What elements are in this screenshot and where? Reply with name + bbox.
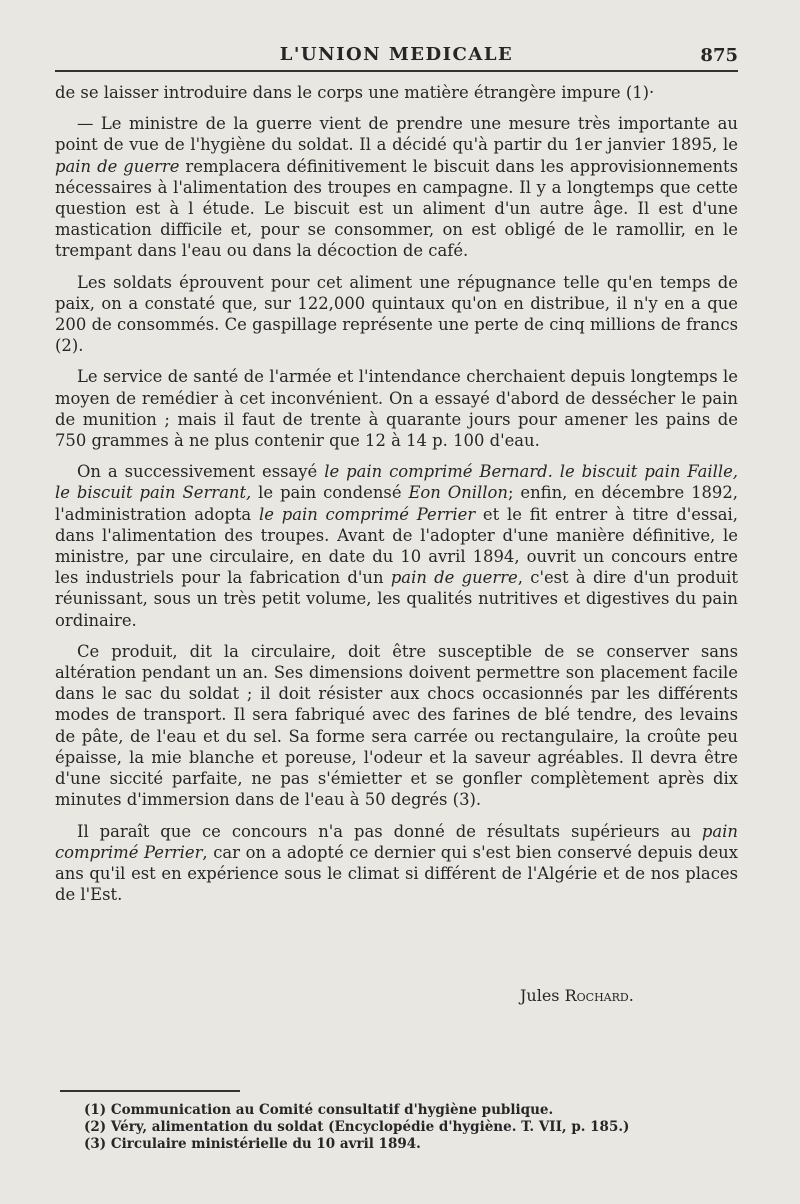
- italic-run: le pain comprimé Bernard. le biscuit pain Faille, le biscuit pain Serrant,: [55, 462, 738, 503]
- italic-run: pain comprimé Perrier: [55, 821, 738, 862]
- paragraph: [55, 113, 738, 261]
- footnote-rule: [60, 1090, 240, 1092]
- text-run: Il paraît que ce concours n'a pas donné de résultats supérieurs au: [77, 821, 702, 841]
- italic-run: Eon Onillon: [408, 483, 508, 503]
- text-run: Les soldats éprouvent pour cet aliment une répugnance telle qu'en temps de paix, on a constaté que, sur 122,000 quintaux qu'on en distribue, il n'y en a que 200 de consommés. Ce gaspillage représente une perte de cinq millions de francs (2).: [55, 272, 738, 356]
- author-signature: [520, 986, 634, 1005]
- paragraph: [55, 821, 738, 906]
- text-run: — Le ministre de la guerre vient de prendre une mesure très importante au point de vue de l'hygiène du soldat. Il a décidé qu'à partir du 1er janvier 1895, le: [55, 114, 738, 155]
- text-run: Le service de santé de l'armée et l'intendance cherchaient depuis longtemps le moyen de remédier à cet inconvénient. On a essayé d'abord de dessécher le pain de munition ; mais il faut de trente à quarante jours pour amener les pains de 750 grammes à ne plus contenir que 12 à 14 p. 100 d'eau.: [55, 367, 738, 451]
- footnote-2: (2) Véry, alimentation du soldat (Encyclopédie d'hygiène. T. VII, p. 185.): [84, 1119, 630, 1135]
- author-first-name: Jules: [520, 986, 565, 1005]
- text-run: le pain condensé: [251, 483, 409, 503]
- text-run: de se laisser introduire dans le corps une matière étrangère impure (1)·: [55, 83, 655, 102]
- running-title: L'UNION MEDICALE: [279, 44, 514, 65]
- text-run: , car on a adopté ce dernier qui s'est bien conservé depuis deux ans qu'il est en expérience sous le climat si différent de l'Algérie et de nos places de l'Est.: [55, 842, 738, 905]
- paragraph: [55, 82, 738, 103]
- footnote-3: (3) Circulaire ministérielle du 10 avril 1894.: [84, 1136, 421, 1152]
- text-run: remplacera définitivement le biscuit dans les approvisionnements nécessaires à l'alimentation des troupes en campagne. Il y a longtemps que cette question est à l étude. Le biscuit est un aliment d'un autre âge. Il est d'une mastication difficile et, pour se consommer, on est obligé de le ramollir, en le trempant dans l'eau ou dans la décoction de café.: [55, 156, 739, 261]
- header-rule: [55, 70, 738, 72]
- paragraph: [55, 272, 738, 357]
- article-body: [55, 82, 738, 915]
- footnote-1: (1) Communication au Comité consultatif d'hygiène publique.: [84, 1102, 554, 1118]
- text-run: Ce produit, dit la circulaire, doit être susceptible de se conserver sans altération pendant un an. Ses dimensions doivent permettre son placement facile dans le sac du soldat ; il doit résister aux chocs occasionnés par les différents modes de transport. Il sera fabriqué avec des farines de blé tendre, des levains de pâte, de l'eau et du sel. Sa forme sera carrée ou rectangulaire, la croûte peu épaisse, la mie blanche et poreuse, l'odeur et la saveur agréables. Il devra être d'une siccité parfaite, ne pas s'émietter et se gonfler complètement après dix minutes d'immersion dans de l'eau à 50 degrés (3).: [55, 641, 738, 810]
- page-header: [55, 44, 738, 68]
- paragraph: [55, 366, 738, 451]
- page-number: 875: [700, 45, 738, 66]
- text-run: , c'est à dire d'un produit réunissant, sous un très petit volume, les qualités nutritives et digestives du pain ordinaire.: [55, 568, 738, 630]
- text-run: et le fit entrer à titre d'essai, dans l'alimentation des troupes. Avant de l'adopter d'une manière définitive, le ministre, par une circulaire, en date du 10 avril 1894, ouvrit un concours entre les industriels pour la fabrication d'un: [55, 504, 738, 588]
- author-last-name: Rochard.: [564, 986, 634, 1005]
- text-run: ; enfin, en décembre 1892, l'administration adopta: [55, 483, 738, 524]
- italic-run: le pain comprimé Perrier: [258, 504, 476, 524]
- footnotes: [84, 1102, 684, 1153]
- text-run: On a successivement essayé: [77, 462, 325, 482]
- paragraph: [55, 461, 738, 631]
- paragraph: [55, 641, 738, 811]
- italic-run: pain de guerre: [390, 568, 518, 588]
- italic-run: pain de guerre: [55, 156, 180, 176]
